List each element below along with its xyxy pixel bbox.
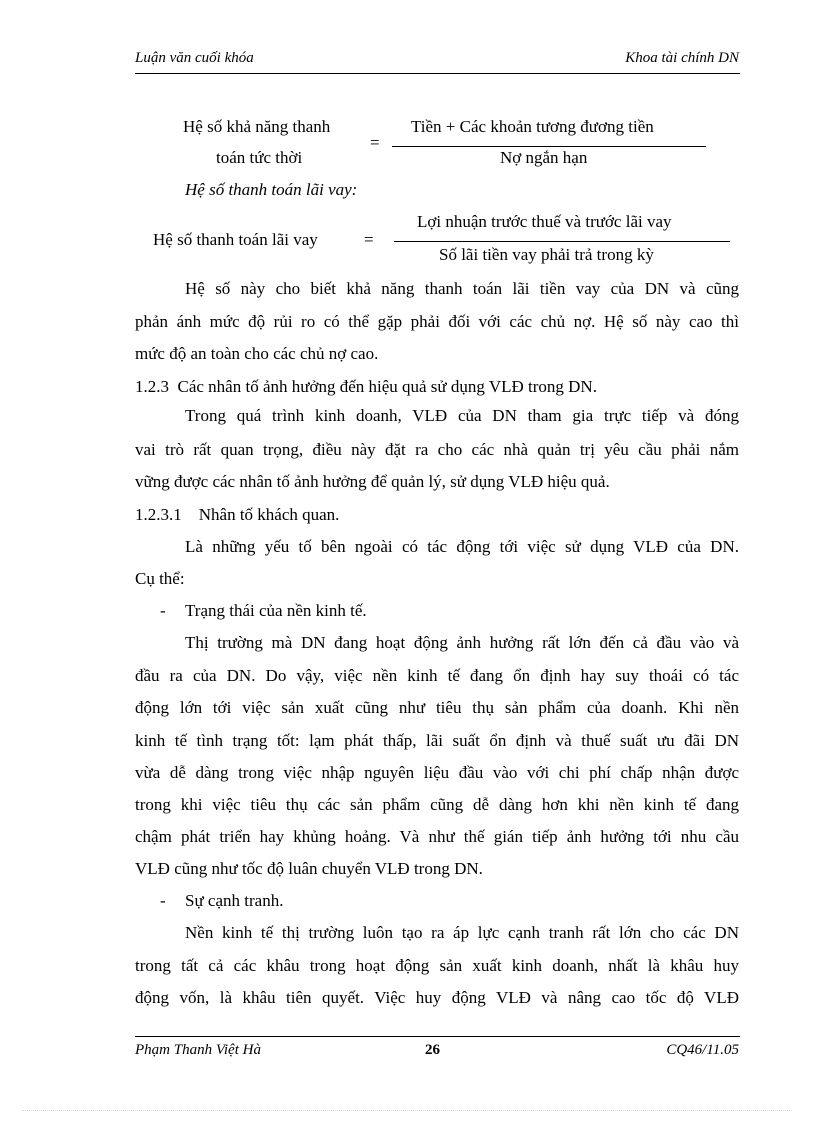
formula1-label-line1: Hệ số khả năng thanh xyxy=(183,117,331,136)
para5-line: trong tất cả các khâu trong hoạt động sản xuất kinh doanh, nhất là khâu huy xyxy=(135,956,739,975)
section-heading-1-2-3: 1.2.3 Các nhân tố ảnh hưởng đến hiệu quả sử dụng VLĐ trong DN. xyxy=(135,377,597,396)
formula1-denominator: Nợ ngắn hạn xyxy=(500,148,588,167)
para4-line: VLĐ cũng như tốc độ luân chuyển VLĐ trong DN. xyxy=(135,859,483,878)
bullet-dash: - xyxy=(160,891,166,910)
formula2-fraction-bar xyxy=(394,241,730,242)
para4-line: đầu ra của DN. Do vậy, việc nền kinh tế đang ổn định hay suy thoái có tác xyxy=(135,666,739,685)
subheading-interest-coverage: Hệ số thanh toán lãi vay: xyxy=(185,180,358,199)
formula2-label: Hệ số thanh toán lãi vay xyxy=(153,230,318,249)
section-heading-1-2-3-1: 1.2.3.1 Nhân tố khách quan. xyxy=(135,505,340,524)
formula2-equals: = xyxy=(364,230,374,249)
para1-line: Hệ số này cho biết khả năng thanh toán lãi tiền vay của DN và cũng xyxy=(185,279,739,298)
para5-line: động vốn, là khâu tiên quyết. Việc huy động VLĐ và nâng cao tốc độ VLĐ xyxy=(135,988,739,1007)
header-right-title: Khoa tài chính DN xyxy=(625,50,739,66)
para4-line: vừa dễ dàng trong việc nhập nguyên liệu đầu vào với chi phí chấp nhận được xyxy=(135,763,739,782)
para1-line: mức độ an toàn cho các chủ nợ cao. xyxy=(135,344,379,363)
footer-author: Phạm Thanh Việt Hà xyxy=(135,1042,261,1058)
para3-line: Cụ thể: xyxy=(135,569,185,588)
formula1-label-line2: toán tức thời xyxy=(216,148,303,167)
bullet-competition: Sự cạnh tranh. xyxy=(185,891,284,910)
page-number: 26 xyxy=(425,1042,440,1058)
formula1-numerator: Tiền + Các khoản tương đương tiền xyxy=(411,117,654,136)
bullet-dash: - xyxy=(160,601,166,620)
para5-line: Nền kinh tế thị trường luôn tạo ra áp lực cạnh tranh rất lớn cho các DN xyxy=(185,923,739,942)
para4-line: động lớn tới việc sản xuất cũng như tiêu thụ sản phẩm của doanh. Khi nền xyxy=(135,698,739,717)
header-rule xyxy=(135,73,740,74)
footer-class-code: CQ46/11.05 xyxy=(666,1042,739,1058)
para3-line: Là những yếu tố bên ngoài có tác động tới việc sử dụng VLĐ của DN. xyxy=(185,537,739,556)
formula1-fraction-bar xyxy=(392,146,706,147)
para2-line: vai trò rất quan trọng, điều này đặt ra cho các nhà quản trị yêu cầu phải nắm xyxy=(135,440,739,459)
page-bottom-dotted-border xyxy=(22,1110,792,1111)
formula2-numerator: Lợi nhuận trước thuế và trước lãi vay xyxy=(417,212,672,231)
formula1-equals: = xyxy=(370,133,380,152)
para4-line: Thị trường mà DN đang hoạt động ảnh hưởng rất lớn đến cả đầu vào và xyxy=(185,633,739,652)
bullet-economy-state: Trạng thái của nền kinh tế. xyxy=(185,601,367,620)
formula2-denominator: Số lãi tiền vay phải trả trong kỳ xyxy=(439,245,654,264)
para2-line: Trong quá trình kinh doanh, VLĐ của DN tham gia trực tiếp và đóng xyxy=(185,406,739,425)
para2-line: vững được các nhân tố ảnh hưởng để quản lý, sử dụng VLĐ hiệu quả. xyxy=(135,472,610,491)
para4-line: chậm phát triển hay khủng hoảng. Và như thế gián tiếp ảnh hưởng tới nhu cầu xyxy=(135,827,739,846)
para4-line: trong khi việc tiêu thụ các sản phẩm cũng dễ dàng hơn khi nền kinh tế đang xyxy=(135,795,739,814)
footer-rule xyxy=(135,1036,740,1037)
header-left-title: Luận văn cuối khóa xyxy=(135,50,254,66)
para1-line: phản ánh mức độ rủi ro có thể gặp phải đối với các chủ nợ. Hệ số này cao thì xyxy=(135,312,739,331)
para4-line: kinh tế tình trạng tốt: lạm phát thấp, lãi suất ổn định và thuế suất ưu đãi DN xyxy=(135,731,739,750)
